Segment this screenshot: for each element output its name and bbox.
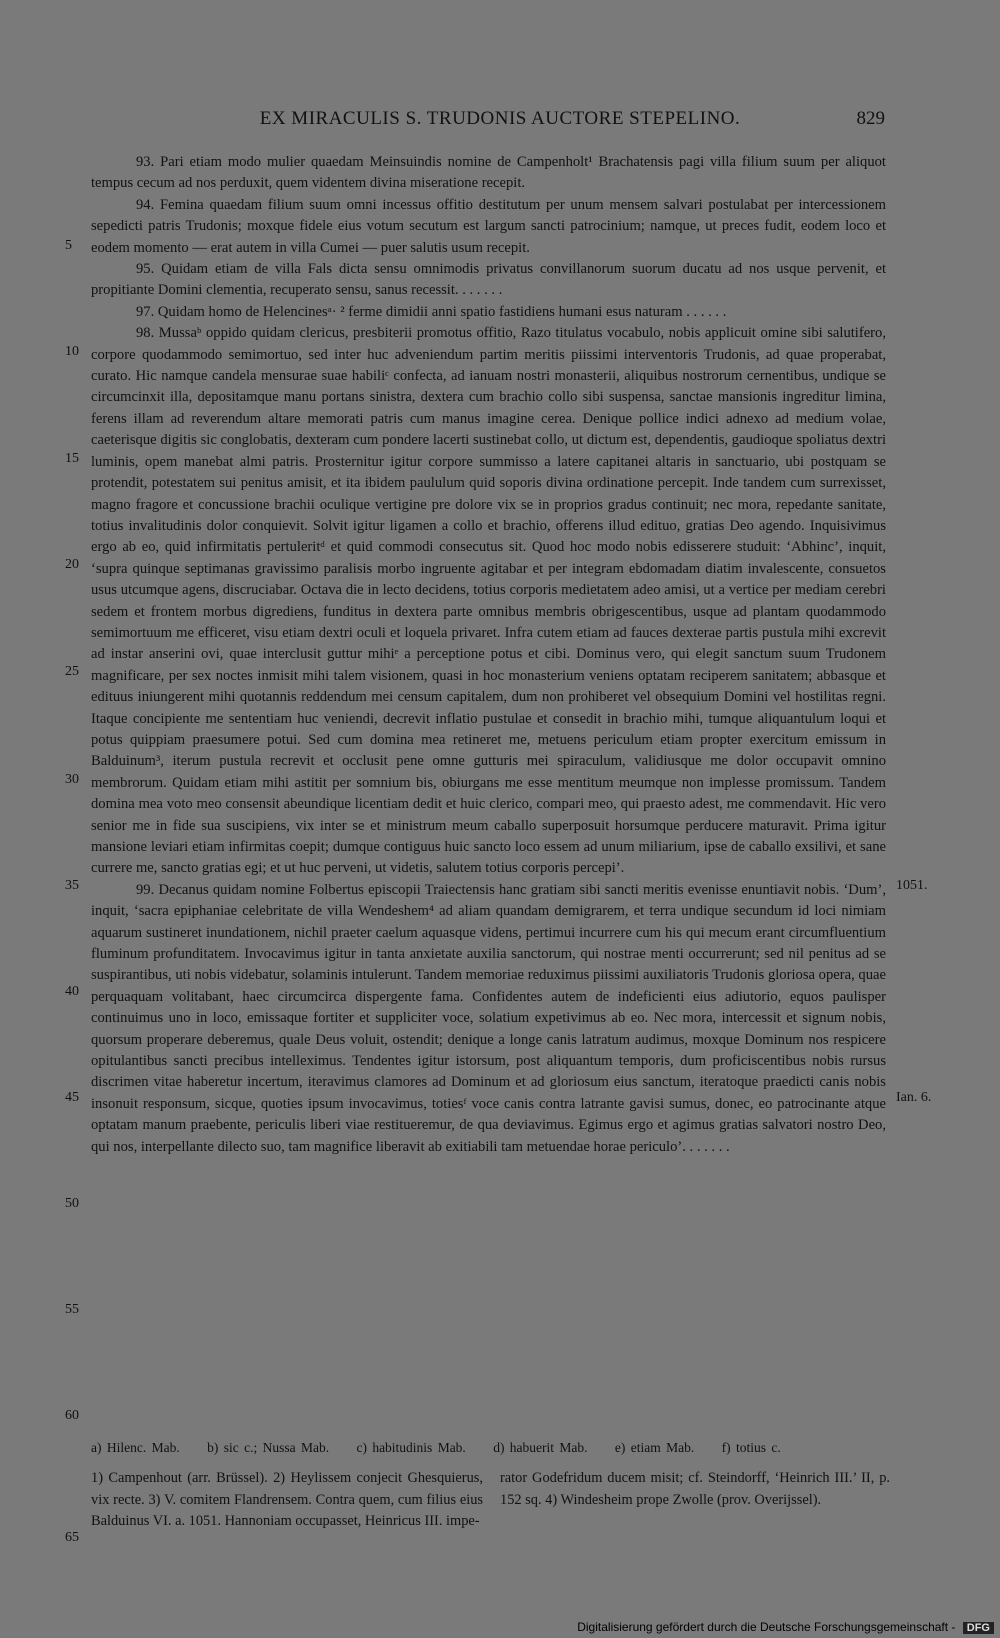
page-number: 829	[856, 108, 885, 129]
running-header-title: EX MIRACULIS S. TRUDONIS AUCTORE STEPELINO.	[259, 108, 741, 129]
line-number: 60	[65, 1408, 79, 1423]
line-number: 30	[65, 772, 79, 787]
apparatus-note: f) totius c.	[721, 1440, 781, 1455]
critical-apparatus	[91, 1440, 891, 1456]
line-number: 55	[65, 1302, 79, 1317]
margin-date-ian-6: Ian. 6.	[896, 1090, 932, 1105]
paragraph-95: 95. Quidam etiam de villa Fals dicta sensu omnimodis privatus convillanorum suorum ducatu ad nos usque pervenit, et propitiante Domini clementia, recuperato sensu, sanus recessit. . . . . . .	[91, 261, 886, 299]
main-text	[91, 152, 886, 1158]
apparatus-note: a) Hilenc. Mab.	[91, 1440, 180, 1455]
paragraph-99: 99. Decanus quidam nomine Folbertus episcopii Traiectensis hanc gratiam sibi sancti meritis evenisse enuntiavit nobis. ‘Dum’, inquit, ‘sacra epiphaniae celebritate de villa Wendeshem⁴ ad aliam quandam demigrarem, et terra undique secundum id loci nimiam aquarum sustineret inundationem, nichil praeter caelum aquasque videns, pertimui incurrere cum his qui mecum erant circumfluentium fluminum profunditatem. Invocavimus igitur in tanta anxietate auxilia sanctorum, qui nostrae menti occurrerunt; sed nil penitus ad se suspirantibus, uti nobis videbatur, solaminis intulerunt. Tandem memoriae reduximus piissimi auxiliatoris Trudonis gloriosa opera, quae perquaquam volitabant, haec circumcirca dispergente fama. Confidentes autem de indeficienti eius adiutorio, equos paulisper continuimus uno in loco, emissaque fortiter et suppliciter voce, solatium expetivimus ab eo. Nec mora, intercessit et signum nobis, quorsum properare deberemus, quale Deus voluit, ostendit; denique a longe canis latratum audimus, moxque Dominum nos respicere opitulantibus sancti precibus intelleximus. Tendentes igitur istorsum, post aliquantum temporis, dum proficiscentibus nobis rursus discrimen vitae haberetur incertum, iteravimus clamores ad Dominum et ad gloriosum eius sanctum, iteratoque praedicti canis nobis insonuit responsum, sicque, quoties ipsum invocavimus, totiesᶠ voce canis contra latrante gavisi sumus, donec, eo patrocinante atque optatam manum praebente, periculis liberi viae restitueremur, de qua deviavimus. Egimus ergo et agimus gratias salvatori nostro Deo, qui nos, interpellante dilecto suo, tam magnifice liberavit ab exitiabili tam metuendae horae periculo’. . . . . . .	[91, 881, 886, 1155]
paragraph-94: 94. Femina quaedam filium suum omni incessus offitio destitutum per unum mensem salvari postulabat per intercessionem sepedicti patris Trudonis; moxque fidele eius votum secutum est largum sancti patrocinium; namque, ut preces fudit, eodem loco et eodem momento — erat autem in villa Cumei — puer salutis usum recepit.	[91, 196, 886, 256]
footer-text: Digitalisierung gefördert durch die Deutsche Forschungsgemeinschaft -	[577, 1620, 956, 1634]
line-number: 35	[65, 878, 79, 893]
apparatus-note: b) sic c.; Nussa Mab.	[207, 1440, 330, 1455]
line-number: 40	[65, 984, 79, 999]
line-number: 15	[65, 451, 79, 466]
paragraph-93: 93. Pari etiam modo mulier quaedam Meinsuindis nomine de Campenholt¹ Brachatensis pagi villa filium suum per aliquot tempus cecum ad nos perduxit, quem videntem divina miseratione recepit.	[91, 154, 886, 192]
line-number: 45	[65, 1090, 79, 1105]
paragraph-97: 97. Quidam homo de Helencinesᵃ· ² ferme dimidii anni spatio fastidiens humani esus naturam . . . . . .	[136, 303, 727, 320]
line-number: 20	[65, 557, 79, 572]
apparatus-note: d) habuerit Mab.	[493, 1440, 588, 1455]
footnotes-left-column: 1) Campenhout (arr. Brüssel). 2) Heylissem conjecit Ghesquierus, vix recte. 3) V. comitem Flandrensem. Contra quem, cum filius eius Balduinus VI. a. 1051. Hannoniam occupasset, Heinricus III. impe-	[91, 1470, 483, 1529]
line-number: 5	[65, 238, 72, 253]
digitization-footer	[577, 1620, 994, 1634]
apparatus-note: c) habitudinis Mab.	[356, 1440, 466, 1455]
margin-date-1051: 1051.	[896, 878, 928, 893]
line-number: 50	[65, 1196, 79, 1211]
dfg-logo: DFG	[963, 1622, 994, 1634]
line-number: 25	[65, 664, 79, 679]
line-number: 10	[65, 344, 79, 359]
footnotes-right-column: rator Godefridum ducem misit; cf. Steindorff, ‘Heinrich III.’ II, p. 152 sq. 4) Windesheim prope Zwolle (prov. Overijssel).	[500, 1470, 890, 1508]
paragraph-98: 98. Mussaᵇ oppido quidam clericus, presbiterii promotus offitio, Razo titulatus vocabulo, nobis applicuit omine sibi salutifero, corpore quodammodo semimortuo, sed inter huc adveniendum partim meritis piissimi interventoris Trudonis, ad quae properabat, curato. Hic namque candela mensurae suae habiliᶜ confecta, ad ianuam nostri monasterii, aliquibus nostrorum cernentibus, undique se circumcinxit illa, depositamque manu portans sinistra, dextera cum brachio collo sibi suspensa, sanctae mansionis ingreditur limina, ferens illam ad reverendum altare memorati patris cum manus imagine cerea. Denique pollice indici adnexo ad medium volae, caeterisque digitis sic conglobatis, dexteram cum pondere lacerti sustinebat collo, ut dictum est, dependentis, gaudioque spoliatus dextri luminis, opem manebat almi patris. Prosternitur igitur corpore summisso a latere capitanei altaris in sanctuario, ubi postquam se protendit, potestatem sui penitus amisit, et ita ibidem paululum quid soporis divina ordinatione percepit. Inde tandem cum surrexisset, magno fragore et concussione brachii oculique vertigine pre dolore vix se in proprios gradus continuit; nec mora, repedante sanitate, totius invalitudinis dolor conquievit. Solvit igitur ligamen a collo et brachio, offerens illud edituo, gratias Deo agendo. Inquisivimus ergo ab eo, quid infirmitatis pertuleritᵈ et quid commodi consecutus sit. Quod hoc modo nobis edisserere studuit: ‘Abhinc’, inquit, ‘supra quinque septimanas gravissimo paralisis morbo ingruente agitabar et per integram ebdomadam diatim invalescente, consuetos usus utcumque agens, discruciabar. Octava die in lecto decidens, totius corporis medietatem adeo amisi, ut a vertice per mediam cerebri sedem et frontem morbus digrediens, funditus in dextera parte omnibus membris obrigescentibus, usque ad plantam quodammodo semimortuum me efficeret, visu etiam dextri oculi et loquela privaret. Infra cutem etiam ad fauces dexterae partis pustula mihi excrevit ad instar anserini ovi, quae interclusit guttur mihiᵉ a perceptione potus et cibi. Dominus vero, qui elegit sanctum suum Trudonem magnificare, per sex noctes inmisit mihi talem visionem, quasi in hoc monasterium veniens optatam reciperem sanitatem; abbasque et edituus iniungerent mihi quotannis reddendum mei censum capitalem, dum non prohiberet vel obsequium Domini vel hostilitas regni. Itaque concipiente me sententiam huc veniendi, decrevit inflatio pustulae et consedit in brachio mihi, tumque aliquantulum loqui et potus quippiam praesumere potui. Sed cum domina mea retineret me, metuens periculum etiam propter exercitum emissum in Balduinum³, iterum pustula recrevit et occlusit pene omne gutturis mei spiraculum, validiusque me dolor occupavit omnino membrorum. Quidam etiam mihi astitit per somnium bis, obiurgans me esse mentitum meumque non implesse promissum. Tandem domina mea voto meo consensit abeundique licentiam dedit et huic clerico, compari meo, qui praesto adest, me commendavit. Hic vero senior me in fide sua suscipiens, vix inter se et ministrum meum caballo superposuit horsumque perducere maturavit. Prima igitur mansione leviari etiam infirmitas coepit; dumque contiguus huic sancto loco essem ad unum miliarium, ipse de caballo exsilivi, et sane currere me, sancto gratias egi; et ut huc perveni, ut videtis, salutem totius corporis percepi’.	[91, 325, 886, 877]
line-number: 65	[65, 1530, 79, 1545]
apparatus-note: e) etiam Mab.	[614, 1440, 695, 1455]
